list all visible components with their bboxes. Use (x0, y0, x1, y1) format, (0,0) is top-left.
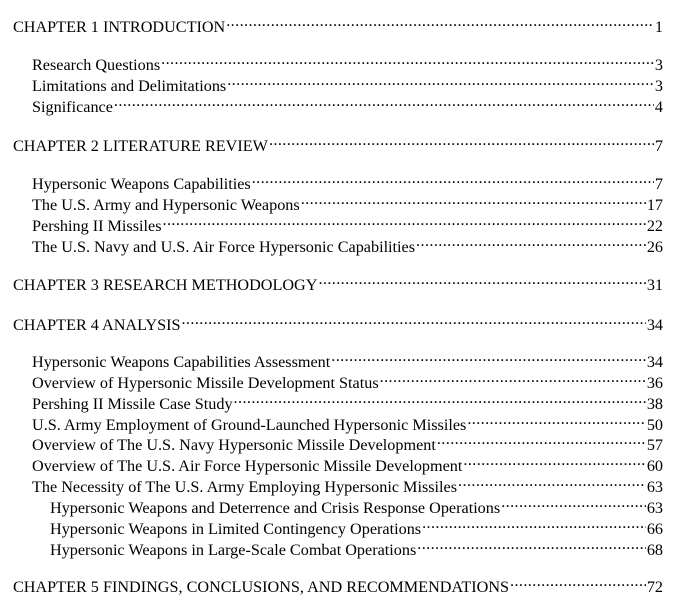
toc-entry-page: 26 (646, 238, 663, 256)
toc-entry-hypersonic-capabilities (32, 169, 663, 193)
toc-entry-large-scale-combat (50, 535, 663, 559)
dot-leader (252, 169, 654, 189)
toc-entry-navy-development (32, 430, 663, 454)
toc-entry-page: 50 (646, 416, 663, 434)
toc-entry-label: Limitations and Delimitations (32, 77, 227, 95)
toc-entry-page: 31 (646, 276, 663, 294)
toc-entry-page: 17 (646, 196, 663, 214)
toc-entry-chapter-3 (13, 270, 663, 294)
toc-entry-label: CHAPTER 2 LITERATURE REVIEW (13, 137, 268, 155)
toc-entry-air-force-development (32, 451, 663, 475)
dot-leader (380, 368, 646, 388)
toc-entry-label: CHAPTER 4 ANALYSIS (13, 316, 181, 334)
toc-entry-label: Pershing II Missile Case Study (32, 395, 233, 413)
toc-entry-page: 63 (646, 499, 663, 517)
toc-entry-label: Hypersonic Weapons in Limited Contingency Operations (50, 520, 422, 538)
toc-entry-label: The U.S. Navy and U.S. Air Force Hypersonic Capabilities (32, 238, 416, 256)
toc-entry-research-questions (32, 50, 663, 74)
toc-entry-navy-air-force (32, 232, 663, 256)
dot-leader (510, 572, 646, 592)
toc-entry-page: 36 (646, 374, 663, 392)
dot-leader (234, 389, 646, 409)
toc-entry-chapter-2 (13, 131, 663, 155)
toc-entry-significance (32, 92, 663, 116)
toc-entry-page: 66 (646, 520, 663, 538)
toc-entry-page: 1 (654, 18, 663, 36)
dot-leader (318, 270, 645, 290)
toc-entry-army-hypersonic (32, 190, 663, 214)
dot-leader (416, 232, 646, 252)
dot-leader (114, 92, 654, 112)
toc-entry-chapter-4 (13, 310, 663, 334)
dot-leader (161, 50, 654, 70)
toc-entry-development-status (32, 368, 663, 392)
toc-entry-pershing-case-study (32, 389, 663, 413)
toc-entry-limited-contingency (50, 514, 663, 538)
toc-entry-pershing-ii (32, 211, 663, 235)
toc-entry-page: 57 (646, 436, 663, 454)
toc-entry-page: 7 (654, 137, 663, 155)
toc-entry-label: The Necessity of The U.S. Army Employing Hypersonic Missiles (32, 478, 458, 496)
toc-entry-page: 3 (654, 56, 663, 74)
toc-entry-limitations (32, 71, 663, 95)
toc-entry-deterrence (50, 493, 663, 517)
dot-leader (269, 131, 654, 151)
dot-leader (467, 410, 646, 430)
toc-entry-page: 7 (654, 175, 663, 193)
toc-entry-necessity (32, 472, 663, 496)
toc-entry-label: Significance (32, 98, 113, 116)
dot-leader (437, 430, 646, 450)
toc-entry-label: Pershing II Missiles (32, 217, 162, 235)
toc-entry-chapter-5 (13, 572, 663, 596)
toc-entry-page: 38 (646, 395, 663, 413)
toc-entry-page: 34 (646, 353, 663, 371)
dot-leader (331, 347, 646, 367)
toc-entry-page: 3 (654, 77, 663, 95)
toc-entry-label: Overview of The U.S. Navy Hypersonic Missile Development (32, 436, 436, 454)
toc-entry-label: Hypersonic Weapons in Large-Scale Combat Operations (50, 541, 417, 559)
dot-leader (463, 451, 645, 471)
toc-entry-label: Overview of Hypersonic Missile Development Status (32, 374, 379, 392)
toc-entry-label: Hypersonic Weapons Capabilities Assessment (32, 353, 331, 371)
toc-entry-page: 60 (646, 457, 663, 475)
dot-leader (163, 211, 646, 231)
toc-entry-label: CHAPTER 3 RESEARCH METHODOLOGY (13, 276, 318, 294)
toc-entry-page: 34 (646, 316, 663, 334)
dot-leader (181, 310, 645, 330)
toc-entry-label: CHAPTER 1 INTRODUCTION (13, 18, 226, 36)
toc-entry-label: Research Questions (32, 56, 161, 74)
toc-entry-page: 63 (646, 478, 663, 496)
toc-entry-page: 22 (646, 217, 663, 235)
dot-leader (501, 493, 646, 513)
toc-entry-label: U.S. Army Employment of Ground-Launched Hypersonic Missiles (32, 416, 467, 434)
toc-entry-label: Hypersonic Weapons and Deterrence and Crisis Response Operations (50, 499, 501, 517)
dot-leader (422, 514, 646, 534)
dot-leader (417, 535, 646, 555)
toc-entry-page: 72 (646, 578, 663, 596)
dot-leader (226, 12, 654, 32)
toc-entry-label: Hypersonic Weapons Capabilities (32, 175, 251, 193)
toc-entry-page: 4 (654, 98, 663, 116)
dot-leader (227, 71, 654, 91)
toc-entry-chapter-1 (13, 12, 663, 36)
dot-leader (301, 190, 646, 210)
toc-entry-label: Overview of The U.S. Air Force Hypersonic Missile Development (32, 457, 463, 475)
toc-entry-capabilities-assessment (32, 347, 663, 371)
toc-entry-label: The U.S. Army and Hypersonic Weapons (32, 196, 300, 214)
toc-entry-page: 68 (646, 541, 663, 559)
dot-leader (458, 472, 646, 492)
toc-entry-army-employment (32, 410, 663, 434)
toc-entry-label: CHAPTER 5 FINDINGS, CONCLUSIONS, AND RECOMMENDATIONS (13, 578, 510, 596)
